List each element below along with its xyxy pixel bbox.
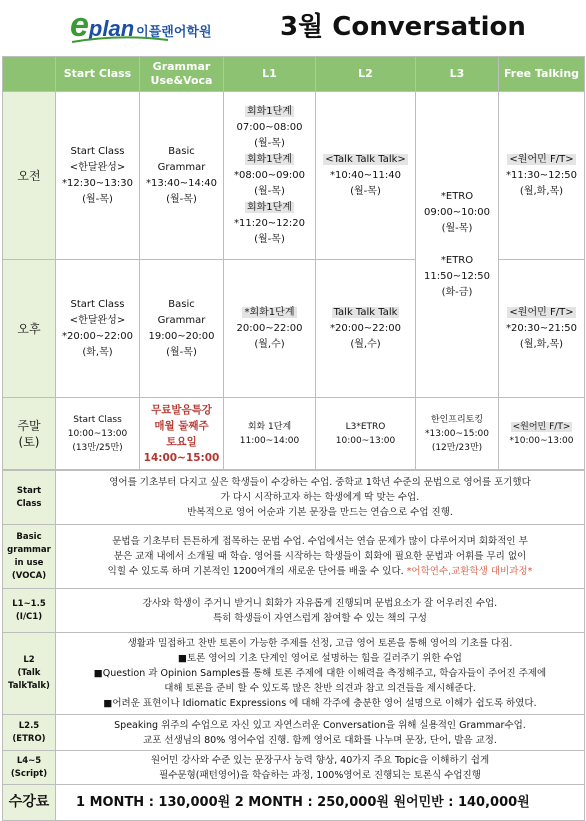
desc-text-basic-grammar	[56, 525, 585, 589]
cell-line: *20:00~22:00	[329, 322, 401, 334]
cell-line: *13:00~15:00	[425, 428, 489, 439]
fee-label: 수강료	[3, 785, 56, 821]
cell-line: Start Class	[73, 414, 122, 425]
row-label-morning: 오전	[3, 92, 56, 260]
cell-line-highlight: Talk Talk Talk	[333, 306, 398, 318]
cell-line-highlight: *회화1단계	[244, 306, 295, 318]
cell-l3-merged	[416, 92, 499, 398]
cell-afternoon-free	[499, 260, 585, 398]
cell-weekend-l2	[316, 398, 416, 470]
cell-line: (월-목)	[441, 222, 473, 234]
cell-line-highlight: <원어민 F/T>	[509, 306, 574, 318]
page-header	[0, 0, 586, 52]
cell-line-highlight: 회화1단계	[246, 153, 292, 165]
desc-line: 강사와 학생이 주거니 받거니 회화가 자유롭게 진행되며 문법요소가 잘 어우러진 수업.	[142, 597, 498, 609]
col-header-grammar-2: Use&Voca	[150, 74, 213, 87]
desc-line: 분은 교재 내에서 소개될 때 학습. 영어를 시작하는 학생들이 회화에 필요한 문법과 어휘를 무리 없이	[113, 551, 527, 562]
desc-line: 특히 학생들이 자연스럽게 참여할 수 있는 책의 구성	[213, 612, 427, 624]
cell-line: 회화 1단계	[247, 421, 292, 432]
cell-line: (월,수)	[254, 338, 285, 350]
cell-line	[499, 152, 584, 168]
logo-academy-name: 이플랜어학원	[136, 25, 212, 40]
cell-line-highlight: 회화1단계	[246, 105, 292, 117]
col-header-grammar-1: Grammar	[152, 60, 211, 73]
schedule-table	[2, 56, 585, 470]
cell-line: 10:00~13:00	[335, 435, 396, 446]
row-label-afternoon: 오후	[3, 260, 56, 398]
cell-morning-l1	[224, 92, 316, 260]
cell-line	[316, 305, 415, 321]
cell-line	[316, 152, 415, 168]
desc-line	[60, 564, 580, 579]
cell-line: 10:00~13:00	[67, 428, 128, 439]
cell-line: 매월 둘째주	[154, 419, 209, 432]
course-description-table	[2, 470, 585, 821]
cell-line-highlight: <원어민 F/T>	[512, 421, 571, 432]
cell-weekend-grammar	[140, 398, 224, 470]
desc-label-line: (VOCA)	[11, 570, 47, 581]
cell-line: Start Class	[70, 298, 125, 310]
desc-row-l25	[3, 715, 585, 751]
cell-line: Grammar	[157, 314, 206, 326]
desc-label-line: L2	[23, 655, 35, 665]
desc-text-l1	[56, 589, 585, 633]
col-header-free: Free Talking	[499, 57, 585, 92]
cell-weekend-l3	[416, 398, 499, 470]
desc-label-line: grammar	[7, 544, 51, 555]
cell-line: (12만/23만)	[431, 442, 483, 453]
desc-text-l2	[56, 633, 585, 715]
study-abroad-note: *어학연수,교환학생 대비과정*	[406, 566, 533, 577]
desc-text-l45	[56, 751, 585, 785]
weekend-row	[3, 398, 585, 470]
cell-line: (13만/25만)	[72, 442, 123, 453]
cell-line	[224, 305, 315, 321]
desc-text-l25	[56, 715, 585, 751]
cell-line: *10:00~13:00	[509, 435, 574, 446]
desc-label-line: (Talk	[17, 668, 41, 678]
cell-line: 11:50~12:50	[423, 270, 490, 282]
desc-label-basic-grammar	[3, 525, 56, 589]
col-header-l1: L1	[224, 57, 316, 92]
logo-e: e	[70, 6, 89, 44]
cell-weekend-start	[56, 398, 140, 470]
cell-line: Start Class	[70, 145, 125, 157]
cell-line: (월-목)	[254, 137, 285, 149]
cell-line: *11:30~12:50	[505, 169, 577, 181]
desc-line: 필수문형(패턴영어)을 학습하는 과정, 100%영어로 진행되는 토론식 수업진행	[159, 769, 481, 781]
desc-label-l45	[3, 751, 56, 785]
cell-line: (월-목)	[166, 346, 197, 358]
fee-row	[3, 785, 585, 821]
cell-line: (월,화,목)	[519, 338, 564, 350]
desc-line: Speaking 위주의 수업으로 자신 있고 자연스러운 Conversation을 위해 실용적인 Grammar수업.	[114, 719, 526, 731]
cell-line	[224, 152, 315, 168]
desc-line: ■어려운 표현이나 Idiomatic Expressions 에 대해 각주에 충분한 영어 설명으로 이해가 쉽도록 하였다.	[103, 698, 537, 709]
cell-line: 07:00~08:00	[236, 121, 303, 133]
desc-text-start-class	[56, 471, 585, 525]
schedule-header-row	[3, 57, 585, 92]
desc-line: 생활과 밀접하고 찬반 토론이 가능한 주제를 선정, 고급 영어 토론을 통해 영어의 기초를 다짐.	[127, 638, 513, 649]
cell-line: *ETRO	[440, 190, 474, 202]
desc-line-part: 익힐 수 있도록 하며 기본적인 1200여개의 새로운 단어를 배울 수 있다.	[107, 566, 404, 577]
desc-label-line: (I/C1)	[15, 611, 43, 622]
row-label-weekend-1: 주말	[17, 418, 41, 433]
cell-line: *20:00~22:00	[61, 330, 133, 342]
desc-label-l2	[3, 633, 56, 715]
cell-morning-l2	[316, 92, 416, 260]
cell-line: 무료발음특강	[151, 403, 212, 416]
cell-line: (월,화,목)	[519, 185, 564, 197]
cell-weekend-free	[499, 398, 585, 470]
page-title: 3월 Conversation	[280, 12, 526, 42]
desc-row-l2	[3, 633, 585, 715]
cell-line: (월-목)	[166, 193, 197, 205]
cell-line: 20:00~22:00	[236, 322, 303, 334]
cell-line: *13:40~14:40	[145, 177, 217, 189]
cell-line: Basic	[168, 145, 195, 157]
logo-plan: plan	[88, 16, 135, 41]
cell-line	[416, 237, 498, 253]
desc-label-l25	[3, 715, 56, 751]
desc-label-line: L4~5	[16, 755, 42, 766]
desc-label-line: (Script)	[10, 768, 48, 779]
cell-line: 19:00~20:00	[148, 330, 215, 342]
cell-line: <한달완성>	[69, 314, 126, 326]
cell-line	[224, 200, 315, 216]
row-label-weekend-2: (토)	[18, 434, 40, 449]
desc-label-line: Basic	[16, 531, 42, 542]
row-label-weekend	[3, 398, 56, 470]
desc-label-line: Start	[16, 485, 42, 496]
cell-line: (화-금)	[441, 286, 473, 298]
desc-line: 반복적으로 영어 어순과 기본 문장을 만드는 연습으로 수업 진행.	[187, 507, 453, 518]
col-header-start: Start Class	[56, 57, 140, 92]
cell-line-highlight: <Talk Talk Talk>	[325, 153, 406, 165]
col-header-grammar	[140, 57, 224, 92]
cell-line: *ETRO	[440, 254, 474, 266]
cell-line: L3*ETRO	[345, 421, 386, 432]
cell-line: 한인프리토킹	[430, 414, 484, 425]
desc-row-l1	[3, 589, 585, 633]
cell-afternoon-grammar	[140, 260, 224, 398]
logo-swoosh-icon	[70, 36, 170, 44]
cell-morning-grammar	[140, 92, 224, 260]
desc-line: 대해 토론을 준비 할 수 있도록 많은 찬반 의견과 참고 의견들을 제시해준다.	[164, 683, 476, 694]
cell-line: (월-목)	[82, 193, 113, 205]
desc-line: 원어민 강사와 수준 있는 문장구사 능력 향상, 40가지 주요 Topic을 이해하기 쉽게	[150, 754, 490, 766]
cell-afternoon-l2	[316, 260, 416, 398]
cell-line: Basic	[168, 298, 195, 310]
cell-line: (월-목)	[254, 233, 285, 245]
cell-afternoon-l1	[224, 260, 316, 398]
cell-line: (월,수)	[350, 338, 381, 350]
fee-text: 1 MONTH : 130,000원 2 MONTH : 250,000원 원어민반 : 140,000원	[56, 785, 585, 821]
cell-weekend-l1	[224, 398, 316, 470]
desc-line: ■토론 영어의 기초 단계인 영어로 설명하는 힘을 길러주기 위한 수업	[178, 653, 462, 664]
desc-row-basic-grammar	[3, 525, 585, 589]
desc-line: ■Question 과 Opinion Samples를 통해 토론 주제에 대한 이해력을 측정해주고, 학습자들이 주어진 주제에	[93, 668, 547, 679]
desc-label-line: Class	[16, 498, 42, 509]
header-corner	[3, 57, 56, 92]
cell-line: 09:00~10:00	[423, 206, 490, 218]
cell-line: *12:30~13:30	[61, 177, 133, 189]
cell-line-highlight: <원어민 F/T>	[509, 153, 574, 165]
desc-row-l45	[3, 751, 585, 785]
cell-afternoon-start	[56, 260, 140, 398]
morning-row	[3, 92, 585, 260]
col-header-l2: L2	[316, 57, 416, 92]
desc-line: 가 다시 시작하고자 하는 학생에게 딱 맞는 수업.	[220, 492, 420, 503]
cell-line: (월-목)	[254, 185, 285, 197]
cell-morning-free	[499, 92, 585, 260]
cell-line	[499, 305, 584, 321]
cell-line: *20:30~21:50	[505, 322, 577, 334]
desc-label-line: L1~1.5	[12, 598, 46, 609]
desc-label-line: TalkTalk)	[8, 681, 50, 691]
desc-label-line: (ETRO)	[12, 733, 46, 744]
cell-line: *10:40~11:40	[329, 169, 401, 181]
cell-line: 11:00~14:00	[239, 435, 300, 446]
cell-line: 14:00~15:00	[143, 451, 220, 464]
cell-line: <한달완성>	[69, 161, 126, 173]
desc-line: 문법을 기초부터 튼튼하게 접목하는 문법 수업. 수업에서는 연습 문제가 많이 다루어지며 회화적인 부	[112, 536, 528, 547]
cell-line: (화,목)	[82, 346, 113, 358]
cell-line: *08:00~09:00	[233, 169, 305, 181]
desc-row-start-class	[3, 471, 585, 525]
cell-line	[499, 420, 584, 434]
cell-line: Grammar	[157, 161, 206, 173]
cell-line	[224, 104, 315, 120]
cell-line: 토요일	[166, 435, 197, 448]
cell-line-highlight: 회화1단계	[246, 201, 292, 213]
desc-line: 교포 선생님의 80% 영어수업 진행. 함께 영어로 대화를 나누며 문장, 단어, 발음 교정.	[143, 734, 497, 746]
cell-line: (월-목)	[350, 185, 381, 197]
desc-label-line: L2.5	[18, 720, 40, 731]
col-header-l3: L3	[416, 57, 499, 92]
cell-morning-start	[56, 92, 140, 260]
desc-line: 영어를 기초부터 다지고 싶은 학생들이 수강하는 수업. 중학교 1학년 수준의 문법으로 영어를 포기했다	[109, 477, 531, 488]
desc-label-l1	[3, 589, 56, 633]
desc-label-line: in use	[14, 557, 44, 568]
desc-label-start-class	[3, 471, 56, 525]
cell-line: *11:20~12:20	[233, 217, 305, 229]
